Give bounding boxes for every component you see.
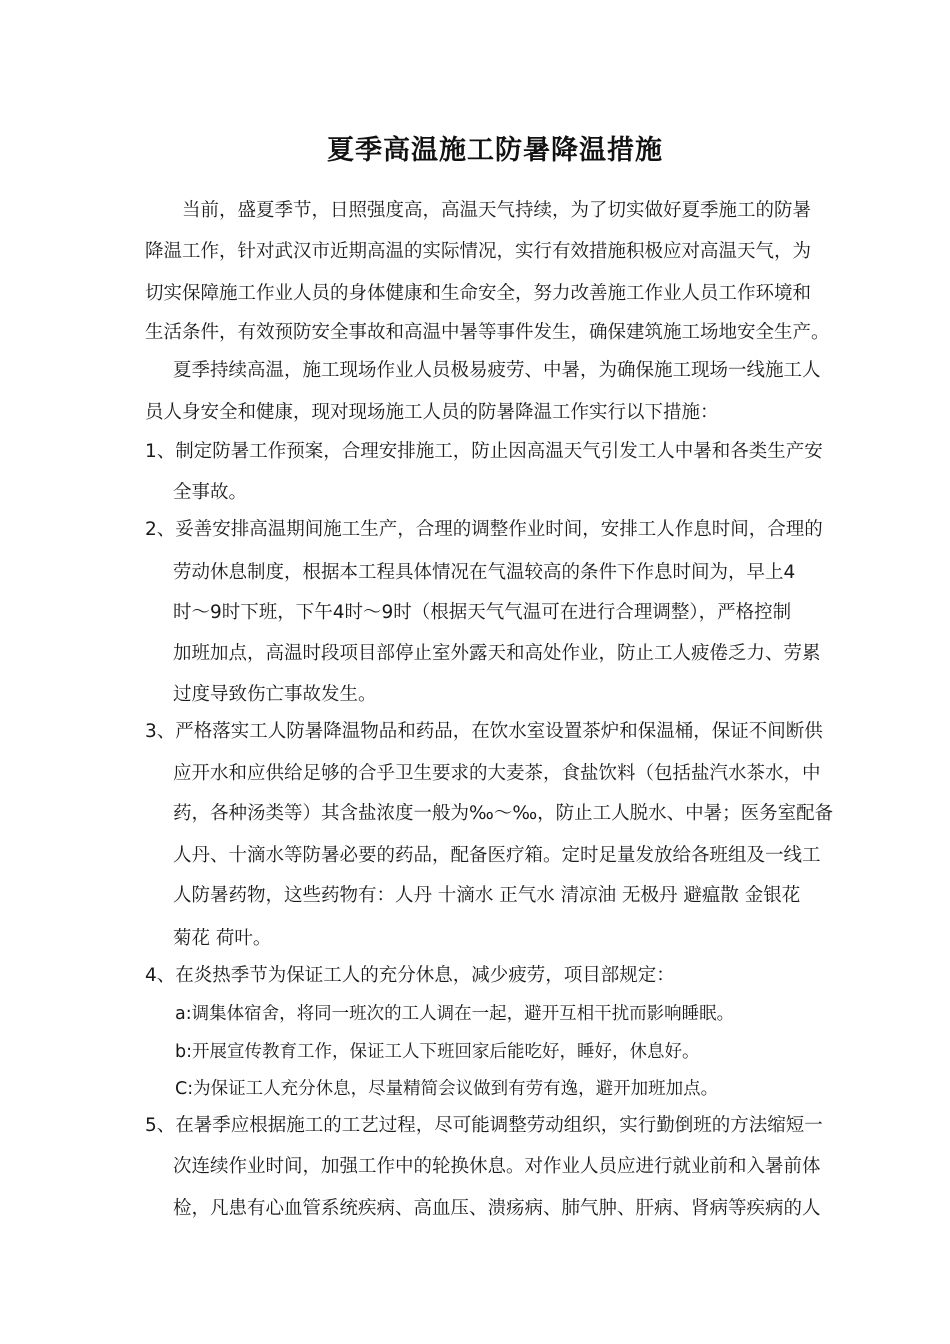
measure-item-3-cont: 人丹、十滴水等防暑必要的药品，配备医疗箱。定时足量发放给各班组及一线工 <box>173 845 821 866</box>
measure-item-4: 4、在炎热季节为保证工人的充分休息，减少疲劳，项目部规定： <box>145 965 675 986</box>
intro-line: 员人身安全和健康，现对现场施工人员的防暑降温工作实行以下措施： <box>145 402 719 423</box>
intro-line: 夏季持续高温，施工现场作业人员极易疲劳、中暑，为确保施工现场一线施工人 <box>173 360 821 381</box>
intro-line: 切实保障施工作业人员的身体健康和生命安全，努力改善施工作业人员工作环境和 <box>145 283 812 304</box>
intro-line: 生活条件，有效预防安全事故和高温中暑等事件发生，确保建筑施工场地安全生产。 <box>145 322 830 343</box>
sub-item-b: b:开展宣传教育工作，保证工人下班回家后能吃好，睡好，休息好。 <box>175 1042 700 1062</box>
measure-item-3-cont: 应开水和应供给足够的合乎卫生要求的大麦茶，食盐饮料（包括盐汽水茶水，中 <box>173 763 821 784</box>
measure-item-2-cont: 过度导致伤亡事故发生。 <box>173 684 377 705</box>
measure-item-3-cont: 药，各种汤类等）其含盐浓度一般为‰～‰，防止工人脱水、中暑；医务室配备 <box>173 803 834 824</box>
measure-item-3-cont: 菊花 荷叶。 <box>173 928 272 949</box>
measure-item-2-cont: 时～9时下班，下午4时～9时（根据天气气温可在进行合理调整），严格控制 <box>173 602 792 623</box>
intro-line: 当前，盛夏季节，日照强度高，高温天气持续，为了切实做好夏季施工的防暑 <box>182 200 812 221</box>
measure-item-3: 3、严格落实工人防暑降温物品和药品，在饮水室设置茶炉和保温桶，保证不间断供 <box>145 721 823 742</box>
measure-item-5: 5、在暑季应根据施工的工艺过程，尽可能调整劳动组织，实行勤倒班的方法缩短一 <box>145 1115 823 1136</box>
sub-item-c: C:为保证工人充分休息，尽量精简会议做到有劳有逸，避开加班加点。 <box>175 1079 719 1099</box>
measure-item-5-cont: 检，凡患有心血管系统疾病、高血压、溃疡病、肺气肿、肝病、肾病等疾病的人 <box>173 1198 821 1219</box>
measure-item-1: 1、制定防暑工作预案，合理安排施工，防止因高温天气引发工人中暑和各类生产安 <box>145 441 823 462</box>
measure-item-5-cont: 次连续作业时间，加强工作中的轮换休息。对作业人员应进行就业前和入暑前体 <box>173 1156 821 1177</box>
sub-item-a: a:调集体宿舍，将同一班次的工人调在一起，避开互相干扰而影响睡眠。 <box>175 1004 735 1024</box>
document-title: 夏季高温施工防暑降温措施 <box>327 135 663 166</box>
measure-item-3-cont: 人防暑药物，这些药物有：人丹 十滴水 正气水 清凉油 无极丹 避瘟散 金银花 <box>173 885 801 906</box>
measure-item-2-cont: 劳动休息制度，根据本工程具体情况在气温较高的条件下作息时间为，早上4 <box>173 562 796 583</box>
measure-item-1-cont: 全事故。 <box>173 482 248 503</box>
measure-item-2: 2、妥善安排高温期间施工生产，合理的调整作业时间，安排工人作息时间，合理的 <box>145 519 823 540</box>
intro-line: 降温工作，针对武汉市近期高温的实际情况，实行有效措施积极应对高温天气，为 <box>145 241 812 262</box>
measure-item-2-cont: 加班加点，高温时段项目部停止室外露天和高处作业，防止工人疲倦乏力、劳累 <box>173 643 821 664</box>
